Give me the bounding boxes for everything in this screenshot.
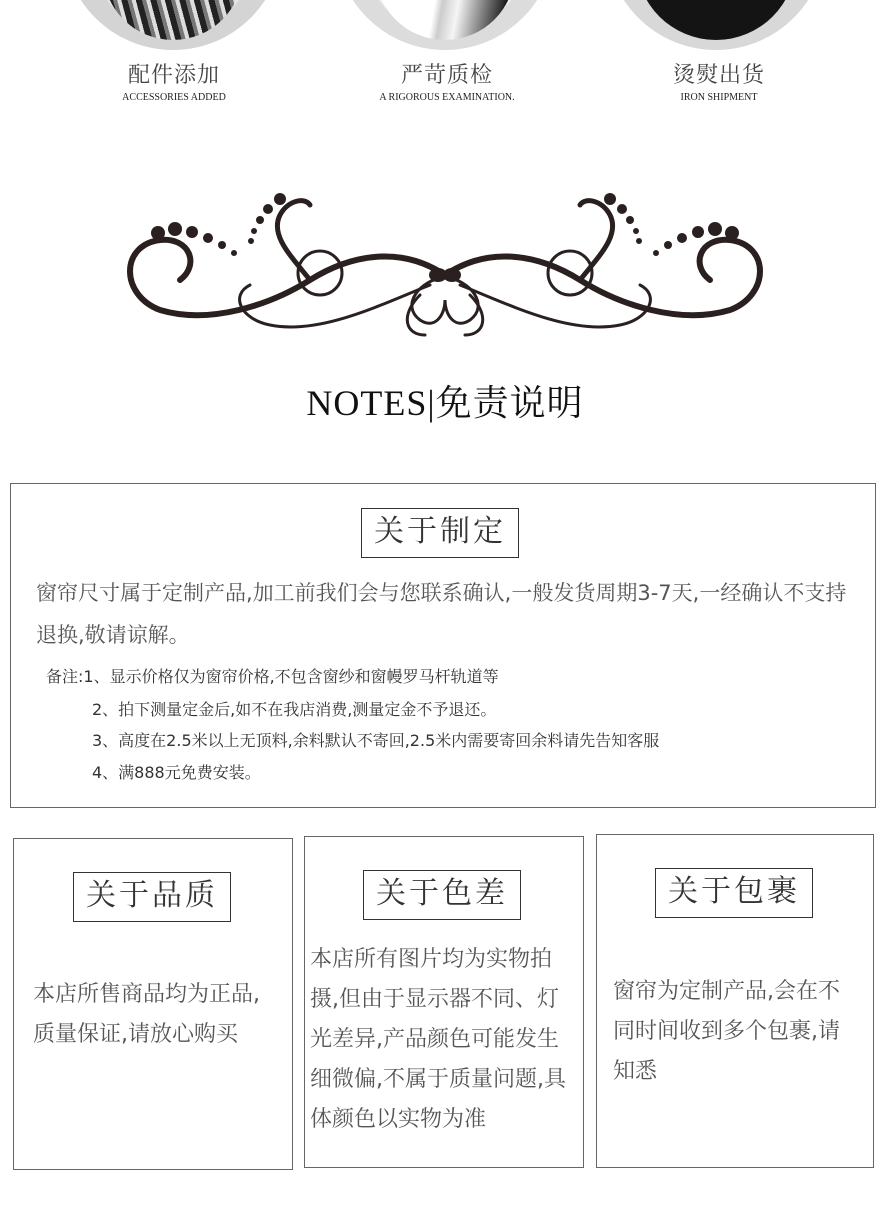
feature-title-accessories: 配件添加 [127,63,220,88]
flourish-ornament-icon [120,185,770,350]
feature-photo-ironing [606,0,826,50]
feature-title-ironing: 烫熨出货 [672,63,765,88]
remark-line-2: 2、拍下测量定金后,如不在我店消费,测量定金不予退还。 [92,700,497,719]
feature-title-inspection: 严苛质检 [400,63,493,88]
customize-tag: 关于制定 [361,508,519,558]
feature-subtitle-accessories: ACCESSORIES ADDED [122,92,226,103]
card-package-text: 窗帘为定制产品,会在不同时间收到多个包裹,请知悉 [613,979,840,1084]
card-quality-tag: 关于品质 [73,872,231,922]
card-color-difference-text: 本店所有图片均为实物拍摄,但由于显示器不同、灯光差异,产品颜色可能发生细微偏,不属于质量问题,具体颜色以实物为准 [310,947,566,1132]
feature-photo-inspection [335,0,555,50]
feature-subtitle-ironing: IRON SHIPMENT [680,92,758,103]
feature-photo-accessories [63,0,283,50]
customize-paragraph: 窗帘尺寸属于定制产品,加工前我们会与您联系确认,一般发货周期3-7天,一经确认不支持退换,敬请谅解。 [36,581,847,647]
notes-heading: NOTES|免责说明 [306,383,584,423]
card-package-tag: 关于包裹 [655,868,813,918]
remark-line-1: 备注:1、显示价格仅为窗帘价格,不包含窗纱和窗幔罗马杆轨道等 [46,667,499,686]
card-color-difference-tag: 关于色差 [363,870,521,920]
remark-line-4: 4、满888元免费安装。 [92,763,261,782]
remark-line-3: 3、高度在2.5米以上无顶料,余料默认不寄回,2.5米内需要寄回余料请先告知客服 [92,731,660,750]
feature-subtitle-inspection: A RIGOROUS EXAMINATION. [379,92,515,103]
card-quality-text: 本店所售商品均为正品,质量保证,请放心购买 [33,982,260,1047]
